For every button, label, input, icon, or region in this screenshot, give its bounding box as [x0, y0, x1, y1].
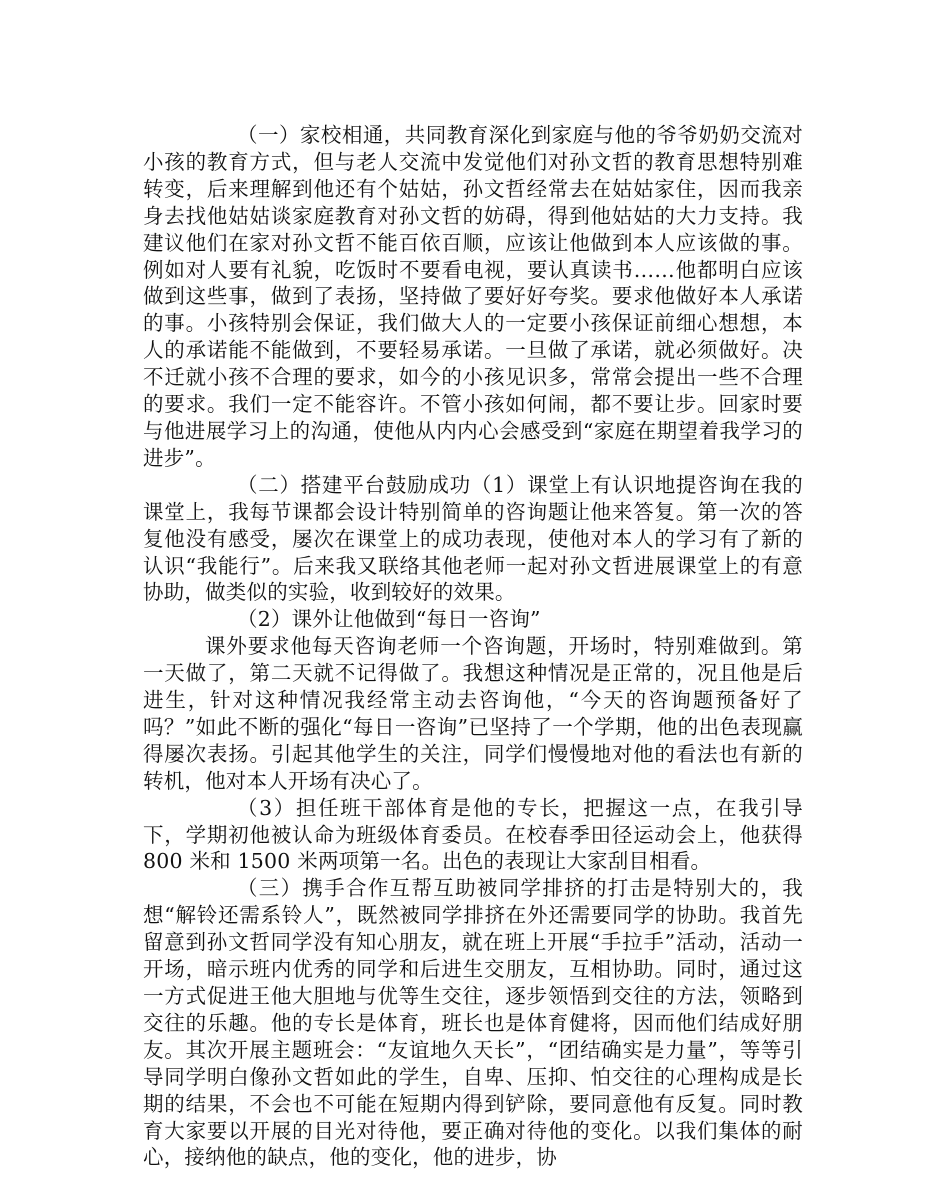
paragraph-daily-question: 课外要求他每天咨询老师一个咨询题，开场时，特别难做到。第一天做了，第二天就不记得做了。我想这种情况是正常的，况且他是后进生，针对这种情况我经常主动去咨询他，“今天的咨询题预备好了吗？”如此不断的强化“每日一咨询”已坚持了一个学期，他的出色表现赢得屡次表扬。引起其他学生的关注，同学们慢慢地对他的看法也有新的转机，他对本人开场有决心了。 [143, 634, 803, 793]
paragraph-home-school: （一）家校相通，共同教育深化到家庭与他的爷爷奶奶交流对小孩的教育方式，但与老人交流中发觉他们对孙文哲的教育思想特别难转变，后来理解到他还有个姑姑，孙文哲经常去在姑姑家住，因而我亲身去找他姑姑谈家庭教育对孙文哲的妨碍，得到他姑姑的大力支持。我建议他们在家对孙文哲不能百依百顺，应该让他做到本人应该做的事。例如对人要有礼貌，吃饭时不要看电视，要认真读书……他都明白应该做到这些事，做到了表扬，坚持做了要好好夸奖。要求他做好本人承诺的事。小孩特别会保证，我们做大人的一定要小孩保证前细心想想，本人的承诺能不能做到，不要轻易承诺。一旦做了承诺，就必须做好。决不迁就小孩不合理的要求，如今的小孩见识多，常常会提出一些不合理的要求。我们一定不能容许。不管小孩如何闹，都不要让步。回家时要与他进展学习上的沟通，使他从内内心会感受到“家庭在期望着我学习的进步”。 [143, 123, 803, 470]
paragraph-mutual-help: （三）携手合作互帮互助被同学排挤的打击是特别大的，我想“解铃还需系铃人”，既然被同学排挤在外还需要同学的协助。我首先留意到孙文哲同学没有知心朋友，就在班上开展“手拉手”活动，活动一开场，暗示班内优秀的同学和后进生交朋友，互相协助。同时，通过这一方式促进王他大胆地与优等生交往，逐步领悟到交往的方法，领略到交往的乐趣。他的专长是体育，班长也是体育健将，因而他们结成好朋友。其次开展主题班会：“友谊地久天长”，“团结确实是力量”，等等引导同学明白像孙文哲如此的学生，自卑、压抑、怕交往的心理构成是长期的结果，不会也不可能在短期内得到铲除，要同意他有反复。同时教育大家要以开展的目光对待他，要正确对待他的变化。以我们集体的耐心，接纳他的缺点，他的变化，他的进步，协 [143, 876, 803, 1170]
paragraph-sports-committee: （3）担任班干部体育是他的专长，把握这一点，在我引导下，学期初他被认命为班级体育委员。在校春季田径运动会上，他获得 800 米和 1500 米两项第一名。出色的表现让大家刮目相看。 [143, 795, 803, 874]
paragraph-daily-question-heading: （2）课外让他做到“每日一咨询” [237, 607, 541, 632]
document-body [143, 122, 803, 1171]
paragraph-platform-success: （二）搭建平台鼓励成功（1）课堂上有认识地提咨询在我的课堂上，我每节课都会设计特别简单的咨询题让他来答复。第一次的答复他没有感受，屡次在课堂上的成功表现，使他对本人的学习有了新的认识“我能行”。后来我又联络其他老师一起对孙文哲进展课堂上的有意协助，做类似的实验，收到较好的效果。 [143, 472, 803, 605]
